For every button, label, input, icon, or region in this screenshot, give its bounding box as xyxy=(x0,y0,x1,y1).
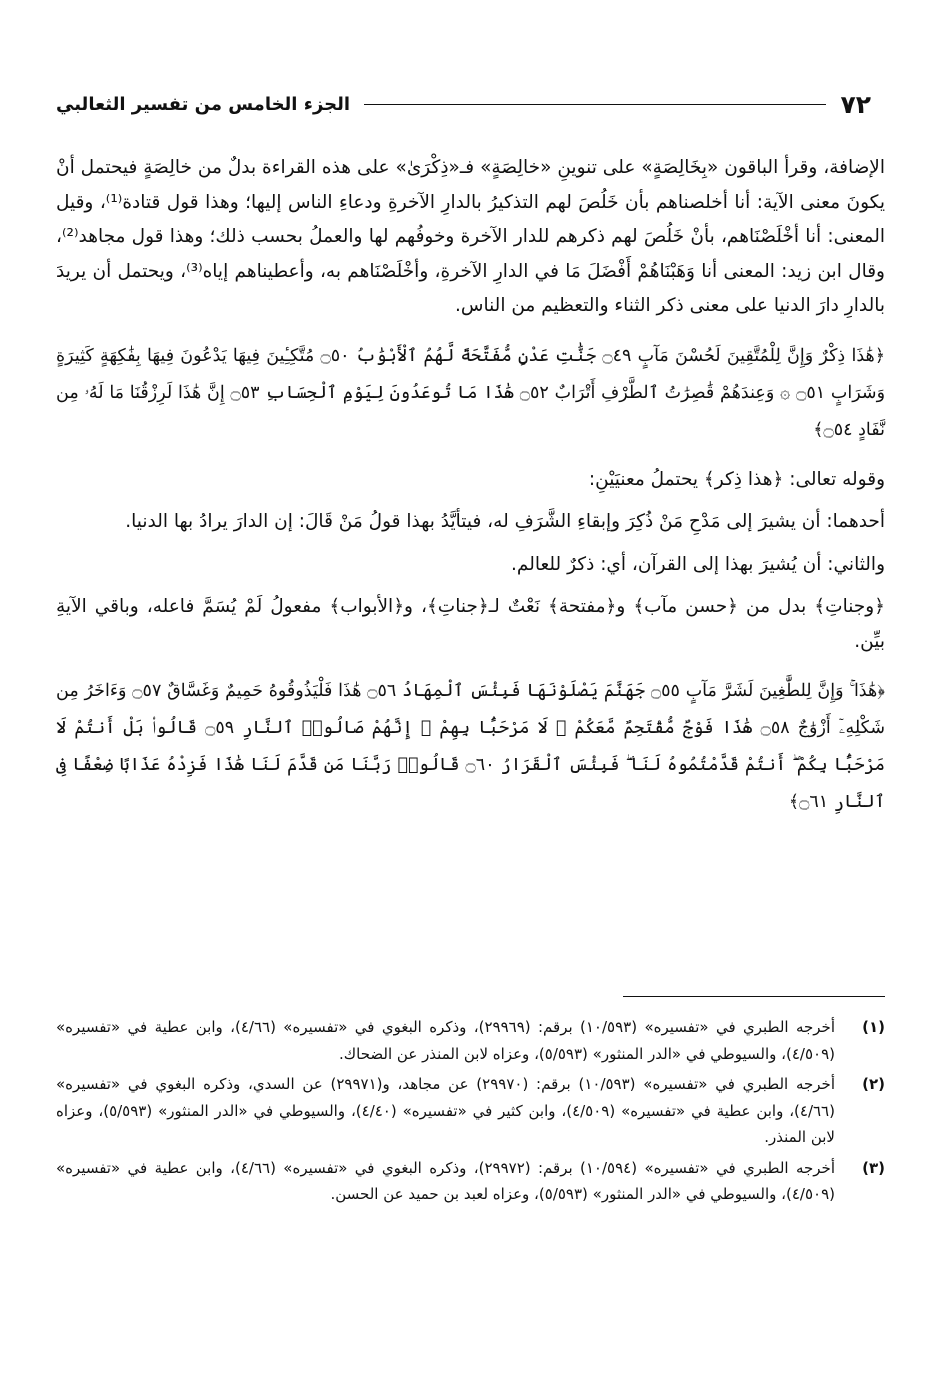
page-header xyxy=(56,86,871,122)
quran-verses-55-61: ﴿هَٰذَا ۚ وَإِنَّ لِلطَّٰغِينَ لَشَرَّ مَآبٍ ۝٥٥ جَهَنَّمَ يَصْلَوْنَهَا فَبِئْسَ ٱلْمِهَادُ ۝٥٦ هَٰذَا فَلْيَذُوقُوهُ حَمِيمٌ وَغَسَّاقٌ ۝٥٧ وَءَاخَرُ مِن شَكْلِهِۦٓ أَزْوَٰجٌ ۝٥٨ هَٰذَا فَوْجٌ مُّقْتَحِمٌ مَّعَكُمْ ۖ لَا مَرْحَبًۢا بِهِمْ ۚ إِنَّهُمْ صَالُوا۟ ٱلنَّارِ ۝٥٩ قَالُوا۟ بَلْ أَنتُمْ لَا مَرْحَبًۢا بِكُمْ ۖ أَنتُمْ قَدَّمْتُمُوهُ لَنَا ۖ فَبِئْسَ ٱلْقَرَارُ ۝٦٠ قَالُوا۟ رَبَّنَا مَن قَدَّمَ لَنَا هَٰذَا فَزِدْهُ عَذَابًا ضِعْفًا فِى ٱلنَّارِ ۝٦١﴾ xyxy=(56,681,885,812)
commentary-paragraph-2: وقوله تعالى: ﴿هذا ذِكر﴾ يحتملُ معنيَيْنِ: xyxy=(588,468,885,490)
footnote-3 xyxy=(56,1155,885,1208)
commentary-paragraph-3: أحدهما: أن يشيرَ إلى مَدْحِ مَنْ ذُكِرَ وإبقاءِ الشَّرَفِ له، فيتأيَّدُ بهذا قولُ مَنْ قَالَ: إن الدارَ يرادُ بها الدنيا. xyxy=(125,511,885,532)
footnote-number: (٣) xyxy=(862,1158,885,1177)
commentary-paragraph-5: ﴿وجناتِ﴾ بدل من ﴿حسن مآب﴾ و﴿مفتحة﴾ نَعْتٌ لـ﴿جناتِ﴾، و﴿الأبواب﴾ مفعولُ لَمْ يُسَمَّ فاعله، وباقي الآيةِ بيِّن. xyxy=(56,596,885,652)
commentary-paragraph-4: والثاني: أن يُشيرَ بهذا إلى القرآن، أي: ذكرٌ للعالم. xyxy=(511,553,885,575)
running-title: الجزء الخامس من تفسير الثعالبي xyxy=(56,93,351,115)
footnote-1 xyxy=(56,1014,885,1067)
main-text xyxy=(56,151,885,821)
footnote-text: أخرجه الطبري في «تفسيره» (١٠/٥٩٤) برقم: (٢٩٩٧٢)، وذكره البغوي في «تفسيره» (٤/٦٦)، وابن عطية في «تفسيره» (٤/٥٠٩)، والسيوطي في «الدر المنثور» (٥/٥٩٣)، وعزاه لعبد بن حميد عن الحسن. xyxy=(56,1158,835,1203)
footnote-text: أخرجه الطبري في «تفسيره» (١٠/٥٩٣) برقم: (٢٩٩٦٩)، وذكره البغوي في «تفسيره» (٤/٦٦)، وابن عطية في «تفسيره» (٤/٥٠٩)، والسيوطي في «الدر المنثور» (٥/٥٩٣)، وعزاه لابن المنذر عن الضحاك. xyxy=(56,1018,835,1063)
header-rule xyxy=(364,104,826,105)
footnote-number: (٢) xyxy=(862,1075,885,1093)
footnote-number: (١) xyxy=(862,1018,885,1036)
commentary-paragraph-1: الإضافة، وقرأ الباقون «بِخَالِصَةٍ» على تنوينِ «خالِصَةٍ» فـ«ذِكْرَىٰ» على هذه القراءة بدلٌ من خالِصَةٍ فيحتمل أنْ يكونَ معنى الآية: أنا أخلصناهم بأن خَلُصَ لهم التذكيرُ بالدارِ الآخرةِ ودعاءِ الناس إليها؛ وهذا قول قتادة⁽¹⁾، وقيل المعنى: أنا أخْلَصْنَاهم، بأنْ خَلُصَ لهم ذكرهم للدار الآخرة وخوفُهم لها والعملُ بحسب ذلك؛ وهذا قول مجاهد⁽²⁾، وقال ابن زيد: المعنى أنا وَهَبْنَاهُمْ أَفْضَلَ مَا في الدارِ الآخرةِ، وأخْلَصْنَاهم به، وأعطيناهم إياه⁽³⁾، ويحتمل أن يريدَ بالدارِ دارَ الدنيا على معنى ذكر الثناء والتعظيم من الناس. xyxy=(56,157,885,316)
footnote-rule xyxy=(623,996,885,997)
footnote-2 xyxy=(56,1071,885,1151)
footnote-text: أخرجه الطبري في «تفسيره» (١٠/٥٩٣) برقم: (٢٩٩٧٠) عن مجاهد، و(٢٩٩٧١) عن السدي، وذكره البغوي في «تفسيره» (٤/٦٦)، وابن عطية في «تفسيره» (٤/٥٠٩)، وابن كثير في «تفسيره» (٤/٤٠)، والسيوطي في «الدر المنثور» (٥/٥٩٣)، وعزاه لابن المنذر. xyxy=(56,1075,835,1146)
page-number: ٧٢ xyxy=(840,89,871,119)
footnotes xyxy=(56,1014,885,1212)
quran-verses-49-54: ﴿هَٰذَا ذِكْرٌ وَإِنَّ لِلْمُتَّقِينَ لَحُسْنَ مَآبٍ ۝٤٩ جَنَّٰتِ عَدْنٍ مُّفَتَّحَةً لَّهُمُ ٱلْأَبْوَٰبُ ۝٥٠ مُتَّكِـِٔينَ فِيهَا يَدْعُونَ فِيهَا بِفَٰكِهَةٍ كَثِيرَةٍ وَشَرَابٍ ۝٥١ ۞ وَعِندَهُمْ قَٰصِرَٰتُ ٱلطَّرْفِ أَتْرَابٌ ۝٥٢ هَٰذَا مَا تُوعَدُونَ لِيَوْمِ ٱلْحِسَابِ ۝٥٣ إِنَّ هَٰذَا لَرِزْقُنَا مَا لَهُۥ مِن نَّفَادٍ ۝٥٤﴾ xyxy=(56,345,886,440)
